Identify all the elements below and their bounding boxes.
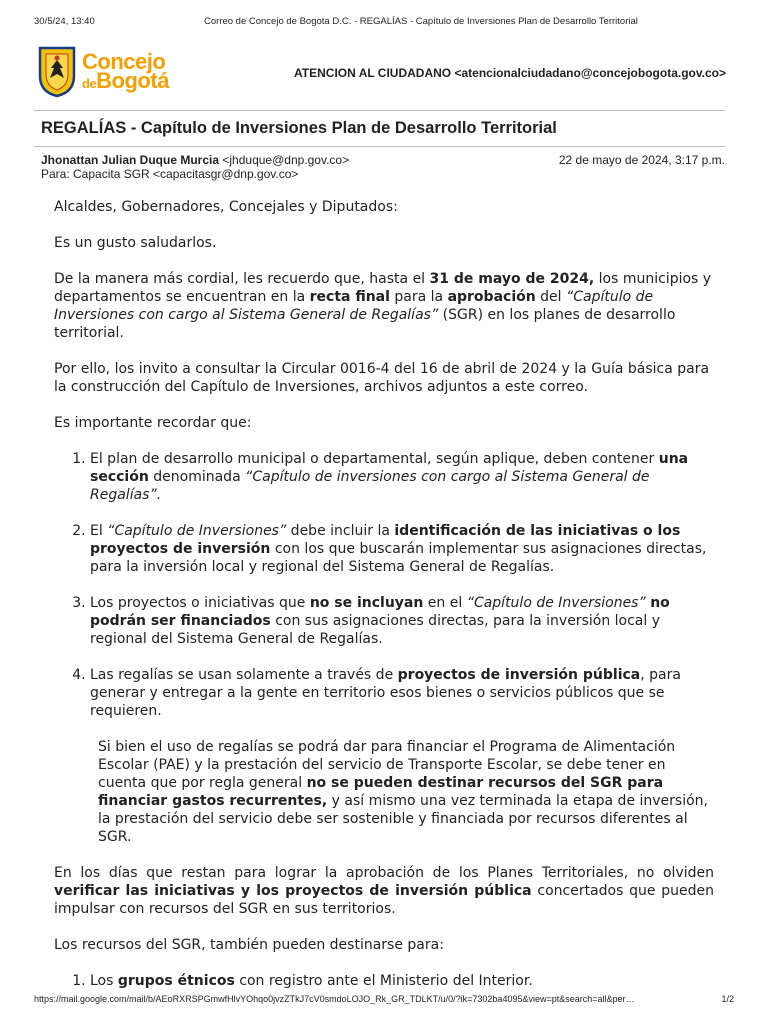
paragraph-resources: Los recursos del SGR, también pueden destinarse para: bbox=[54, 937, 444, 953]
list-item: 4. Las regalías se usan solamente a través de proyectos de inversión pública, para generar y entregar a la gente en territorio esos bienes o servicios públicos que se requieren. bbox=[90, 666, 714, 720]
paragraph-remember: Es importante recordar que: bbox=[54, 415, 252, 431]
logo-text-bogota: Bogotá bbox=[96, 68, 169, 93]
divider-top bbox=[34, 110, 725, 111]
paragraph-circular: Por ello, los invito a consultar la Circular 0016-4 del 16 de abril de 2024 y la Guía básica para la construcción del Capítulo de Inversiones, archivos adjuntos a este correo. bbox=[54, 361, 710, 395]
email-subject: REGALÍAS - Capítulo de Inversiones Plan de Desarrollo Territorial bbox=[41, 119, 557, 137]
email-recipient: Para: Capacita SGR <capacitasgr@dnp.gov.co> bbox=[41, 167, 299, 181]
list-item: 2. El “Capítulo de Inversiones” debe incluir la identificación de las iniciativas o los proyectos de inversión con los que buscarán implementar sus asignaciones directas, para la inversión local y regional del Sistema General de Regalías. bbox=[90, 522, 714, 576]
blockquote-pae: Si bien el uso de regalías se podrá dar para financiar el Programa de Alimentación Escolar (PAE) y la prestación del servicio de Transporte Escolar, se debe tener en cuenta que por regla general no se pueden destinar recursos del SGR para financiar gastos recurrentes, y así mismo una vez terminada la etapa de inversión, la prestación del servicio debe ser sostenible y financiada por recursos diferentes al SGR. bbox=[98, 739, 708, 845]
print-window-title: Correo de Concejo de Bogota D.C. - REGALÍAS - Capítulo de Inversiones Plan de Desarrollo Territorial bbox=[204, 16, 638, 27]
sender-email: <jhduque@dnp.gov.co> bbox=[222, 153, 350, 167]
email-body bbox=[54, 198, 714, 1008]
logo-text-de: de bbox=[82, 76, 97, 91]
sender-name: Jhonattan Julian Duque Murcia bbox=[41, 153, 220, 167]
concejo-bogota-logo bbox=[38, 46, 169, 98]
print-datetime: 30/5/24, 13:40 bbox=[34, 16, 95, 27]
coat-of-arms-icon bbox=[38, 46, 76, 98]
paragraph-deadline: De la manera más cordial, les recuerdo que, hasta el 31 de mayo de 2024, los municipios y departamentos se encuentran en la recta final para la aprobación del “Capítulo de Inversiones con cargo al Sistema General de Regalías” (SGR) en los planes de desarrollo territorial. bbox=[54, 271, 712, 341]
resources-list bbox=[54, 972, 714, 990]
footer-url: https://mail.google.com/mail/b/AEoRXRSPGmwfHlvYOhqo0jvzZTkJ7cV0smdoLOJO_Rk_GR_TDLKT/u/0/?ik=7302ba4095&view=pt&search=all&per… bbox=[34, 994, 635, 1004]
greeting: Alcaldes, Gobernadores, Concejales y Diputados: bbox=[54, 199, 398, 215]
page-number: 1/2 bbox=[721, 994, 734, 1004]
attention-contact: ATENCION AL CIUDADANO <atencionalciudadano@concejobogota.gov.co> bbox=[294, 66, 726, 80]
list-item: 1. El plan de desarrollo municipal o departamental, según aplique, deben contener una sección denominada “Capítulo de inversiones con cargo al Sistema General de Regalías”. bbox=[90, 450, 714, 504]
divider-subject bbox=[34, 146, 725, 147]
email-date: 22 de mayo de 2024, 3:17 p.m. bbox=[558, 153, 725, 167]
list-item: 3. Los proyectos o iniciativas que no se incluyan en el “Capítulo de Inversiones” no podrán ser financiados con sus asignaciones directas, para la inversión local y regional del Sistema General de Regalías. bbox=[90, 594, 714, 648]
paragraph-verify: En los días que restan para lograr la aprobación de los Planes Territoriales, no olviden verificar las iniciativas y los proyectos de inversión pública concertados que pueden impulsar con recursos del SGR en sus territorios. bbox=[54, 865, 714, 917]
salutation: Es un gusto saludarlos. bbox=[54, 235, 217, 251]
logo-text-concejo: Concejo bbox=[82, 49, 166, 75]
email-sender bbox=[41, 153, 349, 167]
requirements-list bbox=[54, 450, 714, 720]
list-item: 1. Los grupos étnicos con registro ante el Ministerio del Interior. bbox=[90, 972, 714, 990]
